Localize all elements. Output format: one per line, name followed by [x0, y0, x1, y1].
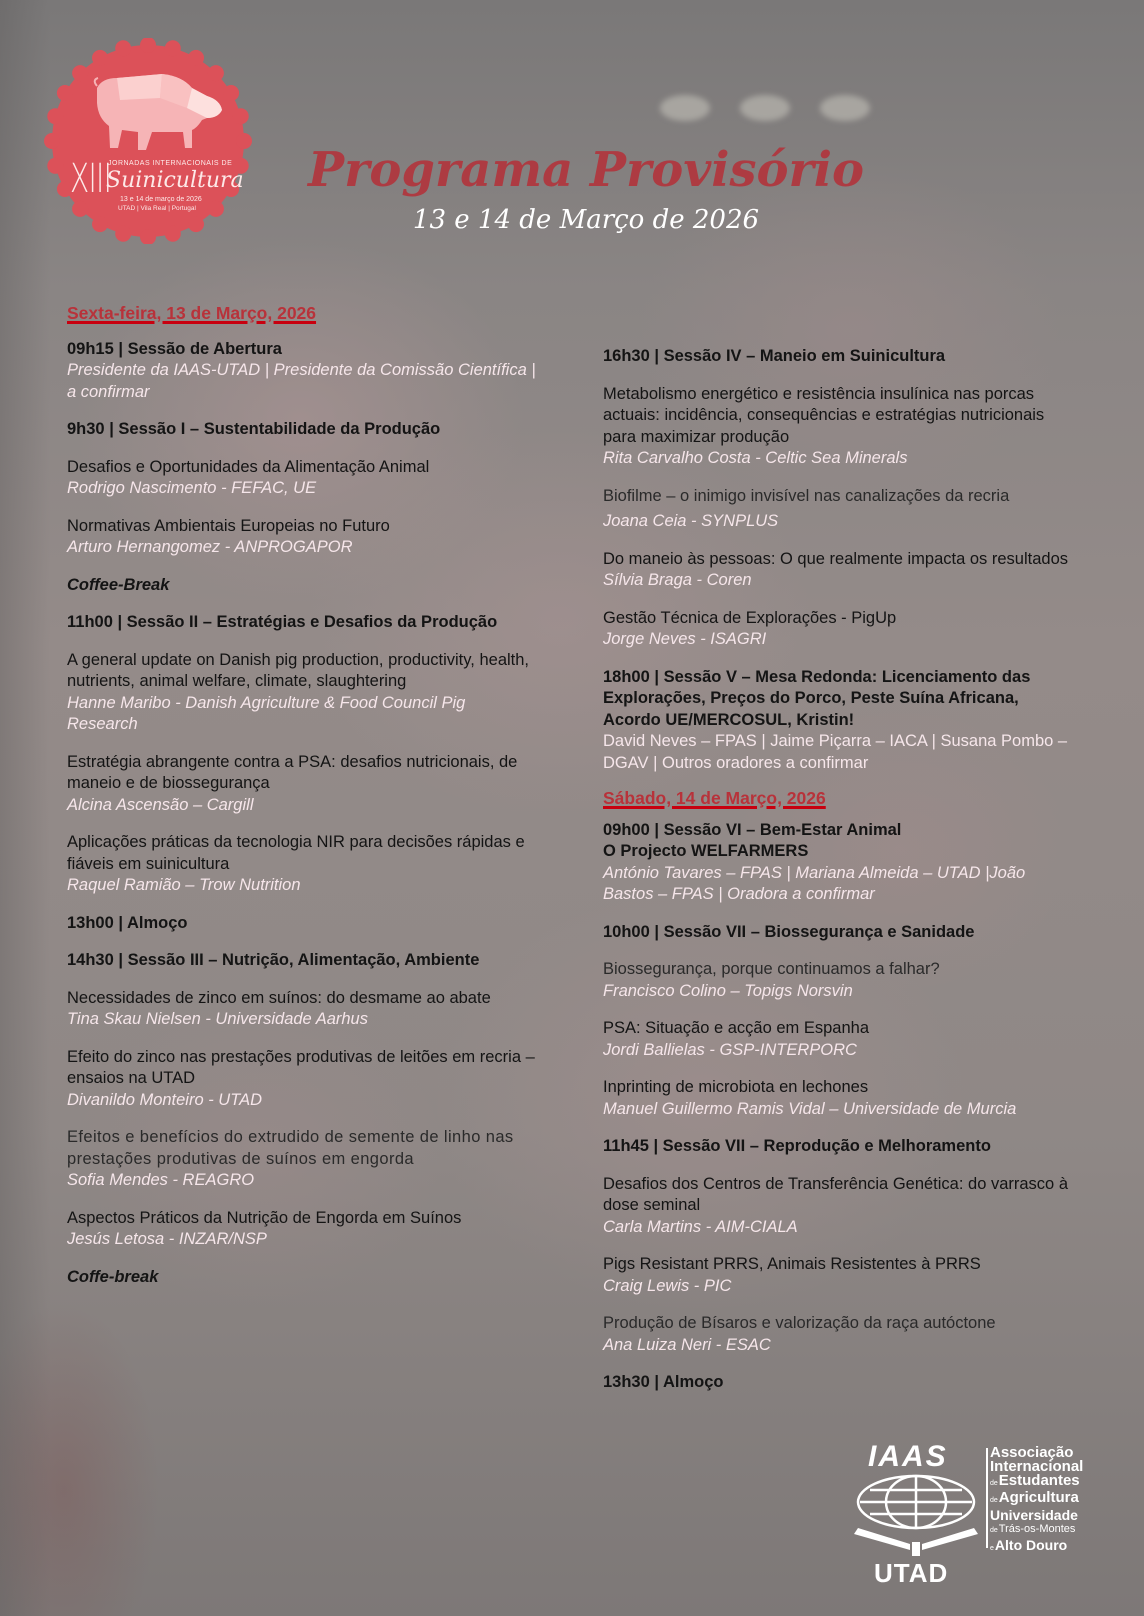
talk-title: Produção de Bísaros e valorização da raça autóctone: [603, 1314, 996, 1332]
talk-title: A general update on Danish pig production, productivity, health, nutrients, animal welfare, climate, slaughtering: [67, 650, 529, 690]
logo-prefix: e: [990, 1545, 994, 1552]
talk-item: [67, 1127, 537, 1192]
session-subheading: O Projecto WELFARMERS: [603, 842, 809, 860]
background-shade: [0, 1300, 160, 1616]
talk-title: Efeito do zinco nas prestações produtivas de leitões em recria – ensaios na UTAD: [67, 1047, 535, 1087]
page-title: Programa Provisório: [307, 142, 865, 198]
iaas-acronym: IAAS: [868, 1440, 948, 1473]
talk-title: Necessidades de zinco em suínos: do desmame ao abate: [67, 988, 491, 1007]
talk-speaker: Craig Lewis - PIC: [603, 1276, 732, 1295]
session-speakers: David Neves – FPAS | Jaime Piçarra – IACA | Susana Pombo – DGAV | Outros oradores a confirmar: [603, 732, 1068, 772]
talk-title: PSA: Situação e acção em Espanha: [603, 1019, 869, 1037]
logo-line: Universidade: [990, 1507, 1078, 1523]
logo-line: [990, 1538, 1110, 1556]
lunch-break: 13h00 | Almoço: [67, 913, 188, 932]
coffee-break: Coffe-break: [67, 1267, 159, 1286]
iaas-utad-logo: [848, 1440, 1108, 1588]
talk-speaker: Francisco Colino – Topigs Norsvin: [603, 981, 853, 1000]
talk-item: [603, 1174, 1078, 1239]
talk-item: [603, 608, 1078, 651]
logo-line: Associação: [990, 1444, 1074, 1461]
talk-item: [603, 959, 1078, 1002]
talk-title: Gestão Técnica de Explorações - PigUp: [603, 608, 897, 627]
globe-wheat-icon: [850, 1470, 982, 1560]
talk-item: [603, 1313, 1078, 1356]
session-opening: [67, 339, 537, 404]
talk-title: Biossegurança, porque continuamos a falhar?: [603, 960, 940, 978]
talk-item: [603, 486, 1078, 533]
session-heading: 09h15 | Sessão de Abertura: [67, 339, 282, 358]
talk-item: [603, 549, 1078, 592]
logo-prefix: de: [990, 1527, 998, 1534]
talk-speaker: Rita Carvalho Costa - Celtic Sea Minerals: [603, 449, 908, 467]
talk-title: Metabolismo energético e resistência insulínica nas porcas actuais: incidência, consequências e estratégias nutricionais para maximizar produção: [603, 384, 1045, 446]
session-heading: 10h00 | Sessão VII – Biossegurança e Sanidade: [603, 922, 975, 941]
talk-item: [67, 1047, 537, 1112]
coffee-break: Coffee-Break: [67, 575, 170, 594]
talk-title: Pigs Resistant PRRS, Animais Resistentes à PRRS: [603, 1255, 981, 1273]
session-heading: 09h00 | Sessão VI – Bem-Estar Animal: [603, 820, 902, 839]
talk-speaker: Carla Martins - AIM-CIALA: [603, 1217, 798, 1236]
background-lamps: [660, 95, 870, 121]
logo-prefix: de: [990, 1497, 998, 1504]
logo-line-text: Alto Douro: [994, 1537, 1068, 1553]
talk-speaker: Arturo Hernangomez - ANPROGAPOR: [67, 538, 353, 556]
talk-speaker: Sofia Mendes - REAGRO: [67, 1171, 255, 1189]
lunch-break: 13h30 | Almoço: [603, 1373, 724, 1391]
talk-item: [67, 516, 537, 559]
iaas-text-block: [990, 1446, 1110, 1556]
session-heading: 14h30 | Sessão III – Nutrição, Alimentação, Ambiente: [67, 951, 480, 969]
talk-item: [603, 384, 1078, 470]
talk-speaker: Sílvia Braga - Coren: [603, 571, 752, 589]
talk-item: [67, 650, 537, 736]
talk-speaker: Manuel Guillermo Ramis Vidal – Universidade de Murcia: [603, 1099, 1017, 1118]
talk-item: [67, 457, 537, 500]
talk-speaker: Rodrigo Nascimento - FEFAC, UE: [67, 479, 317, 497]
talk-title: Aspectos Práticos da Nutrição de Engorda em Suínos: [67, 1208, 462, 1227]
badge-name: Suinicultura: [106, 168, 244, 193]
session-heading: 18h00 | Sessão V – Mesa Redonda: Licenciamento das Explorações, Preços do Porco, Peste Suína Africana, Acordo UE/MERCOSUL, Kristin!: [603, 667, 1031, 729]
logo-prefix: de: [990, 1480, 998, 1487]
logo-line: Internacional: [990, 1458, 1084, 1475]
talk-item: [603, 1254, 1078, 1297]
talk-title: Desafios dos Centros de Transferência Genética: do varrasco à dose seminal: [603, 1174, 1068, 1214]
logo-line-text: Trás-os-Montes: [998, 1523, 1076, 1535]
session-heading: 11h00 | Sessão II – Estratégias e Desafios da Produção: [67, 613, 498, 631]
badge-location: UTAD | Vila Real | Portugal: [118, 205, 196, 212]
talk-speaker: Ana Luiza Neri - ESAC: [603, 1335, 771, 1354]
talk-speaker: Divanildo Monteiro - UTAD: [67, 1090, 263, 1109]
badge-jornadas: JORNADAS INTERNACIONAIS DE: [108, 160, 233, 167]
talk-title: Aplicações práticas da tecnologia NIR para decisões rápidas e fiáveis em suinicultura: [67, 833, 525, 873]
logo-line: [990, 1522, 1110, 1538]
session-heading: 16h30 | Sessão IV – Maneio em Suinicultura: [603, 347, 946, 365]
session-round-table: [603, 667, 1078, 775]
talk-speaker: Joana Ceia - SYNPLUS: [603, 512, 779, 530]
page-subtitle: 13 e 14 de Março de 2026: [412, 205, 760, 235]
session-heading: 11h45 | Sessão VII – Reprodução e Melhoramento: [603, 1137, 991, 1155]
logo-line-text: Estudantes: [998, 1472, 1080, 1489]
right-column: [603, 346, 1078, 1410]
talk-title: Do maneio às pessoas: O que realmente impacta os resultados: [603, 549, 1068, 568]
talk-speaker: Jesús Letosa - INZAR/NSP: [67, 1230, 267, 1248]
talk-speaker: Raquel Ramião – Trow Nutrition: [67, 876, 301, 894]
talk-speaker: Tina Skau Nielsen - Universidade Aarhus: [67, 1010, 368, 1028]
badge-edition: XIII: [70, 156, 112, 202]
talk-item: [67, 1208, 537, 1251]
talk-speaker: Jorge Neves - ISAGRI: [603, 630, 767, 648]
badge-date: 13 e 14 de março de 2026: [120, 196, 202, 203]
talk-item: [603, 1077, 1078, 1120]
talk-title: Normativas Ambientais Europeias no Futuro: [67, 516, 390, 535]
session-heading: 9h30 | Sessão I – Sustentabilidade da Produção: [67, 420, 441, 438]
session-speakers: Presidente da IAAS-UTAD | Presidente da Comissão Científica | a confirmar: [67, 361, 536, 401]
talk-title: Efeitos e benefícios do extrudido de semente de linho nas prestações produtivas de suínos em engorda: [67, 1128, 514, 1168]
talk-title: Estratégia abrangente contra a PSA: desafios nutricionais, de maneio e de biossegurança: [67, 752, 518, 792]
session-welfare: [603, 820, 1078, 906]
logo-line: [990, 1491, 1110, 1508]
session-speakers: António Tavares – FPAS | Mariana Almeida – UTAD |João Bastos – FPAS | Oradora a confirmar: [603, 863, 1026, 903]
talk-title: Biofilme – o inimigo invisível nas canalizações da recria: [603, 486, 1010, 505]
utad-wordmark: UTAD: [874, 1558, 949, 1588]
talk-speaker: Hanne Maribo - Danish Agriculture & Food Council Pig Research: [67, 693, 466, 733]
logo-line-text: Agricultura: [998, 1489, 1079, 1506]
talk-speaker: Jordi Ballielas - GSP-INTERPORC: [603, 1040, 857, 1059]
talk-item: [67, 988, 537, 1031]
talk-speaker: Alcina Ascensão – Cargill: [67, 795, 254, 814]
talk-item: [67, 752, 537, 817]
left-column: [67, 303, 537, 1304]
talk-title: Desafios e Oportunidades da Alimentação Animal: [67, 457, 430, 476]
logo-divider: [986, 1448, 988, 1548]
talk-item: [67, 832, 537, 897]
day-heading-friday: Sexta-feira, 13 de Março, 2026: [67, 303, 317, 323]
day-heading-saturday: Sábado, 14 de Março, 2026: [603, 788, 826, 808]
talk-item: [603, 1018, 1078, 1061]
talk-title: Inprinting de microbiota en lechones: [603, 1078, 869, 1096]
